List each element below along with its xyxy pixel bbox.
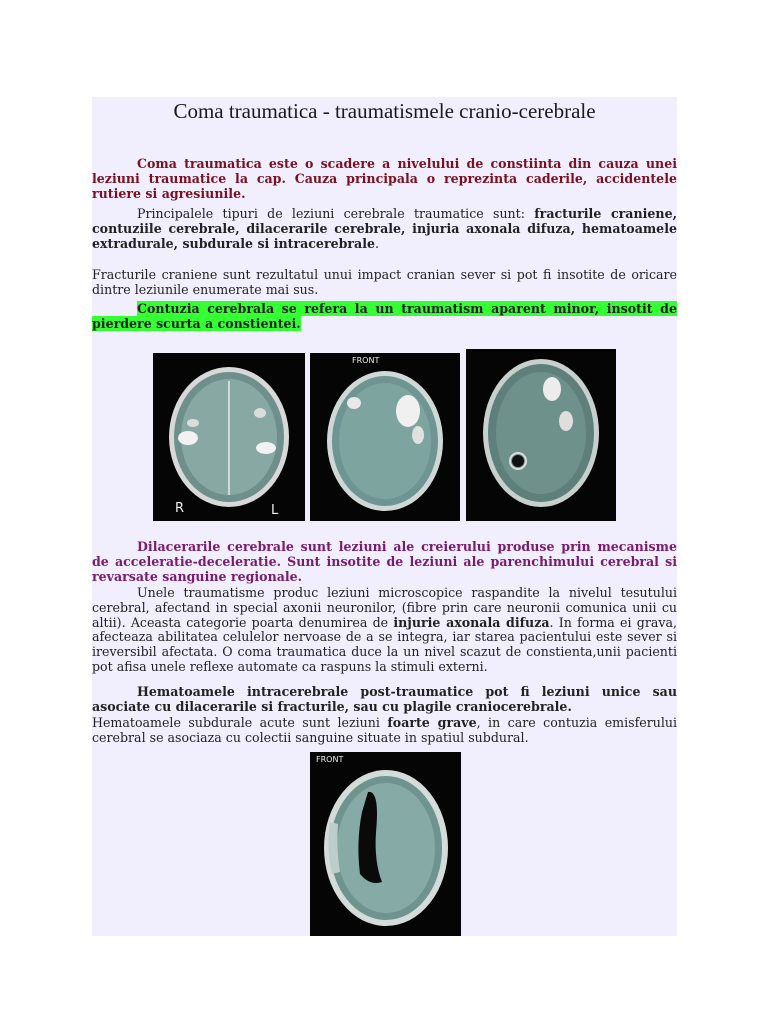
ct-scan-image-3 bbox=[466, 349, 616, 521]
paragraph-types bbox=[92, 207, 677, 251]
ct-scan-image-1 bbox=[153, 353, 305, 521]
ct-scan-2-front-label: FRONT bbox=[352, 356, 380, 365]
ct-scan-image-2 bbox=[310, 353, 460, 521]
types-tail: . bbox=[374, 235, 379, 251]
paragraph-axonal-injury bbox=[92, 586, 677, 675]
types-list: fracturile craniene, contuziile cerebrale, dilacerarile cerebrale, injuria axonala difuza, hematoamele extradurale, subdurale si intracerebrale bbox=[92, 206, 677, 251]
ct-scan-2-graphic bbox=[310, 353, 460, 521]
ct-scan-3-graphic bbox=[466, 349, 616, 521]
paragraph-lacerations: Dilacerarile cerebrale sunt leziuni ale creierului produse prin mecanisme de acceleratie-deceleratie. Sunt insotite de leziuni ale parenchimului cerebral si revarsate sanguine regionale. bbox=[92, 539, 677, 584]
subdural-tail: , in care contuzia emisferului cerebral se asociaza cu colectii sanguine situate in spatiul subdural. bbox=[92, 715, 678, 745]
ct-scan-4-graphic bbox=[310, 752, 461, 936]
axonal-lead: Unele traumatisme produc leziuni microscopice raspandite la nivelul tesutului cerebral, afectand in special axonii neuronilor, (fibre prin care neuronii comunica unii cu altii). Aceasta categorie poarta denumirea de bbox=[92, 585, 677, 630]
paragraph-intracerebral: Hematoamele intracerebrale post-traumatice pot fi leziuni unice sau asociate cu dilacerarile si fracturile, sau cu plagile craniocerebrale. bbox=[92, 684, 677, 714]
ct-scan-1-mark-right: R bbox=[175, 501, 185, 516]
subdural-term: foarte grave bbox=[387, 715, 477, 730]
page-title: Coma traumatica - traumatismele cranio-cerebrale bbox=[173, 99, 596, 123]
ct-scan-image-4 bbox=[310, 752, 461, 936]
ct-scan-1-graphic bbox=[153, 353, 305, 521]
types-lead: Principalele tipuri de leziuni cerebrale traumatice sunt: bbox=[137, 206, 535, 221]
paragraph-definition: Coma traumatica este o scadere a nivelului de constiinta din cauza unei leziuni traumatice la cap. Cauza principala o reprezinta caderile, accidentele rutiere si agresiunile. bbox=[92, 156, 677, 201]
contusion-highlight: Contuzia cerebrala se refera la un traumatism aparent minor, insotit de pierdere scurta a constientei. bbox=[92, 301, 677, 331]
paragraph-subdural bbox=[92, 716, 677, 746]
ct-scan-1-mark-left: L bbox=[271, 503, 279, 518]
subdural-lead: Hematoamele subdurale acute sunt leziuni bbox=[92, 715, 388, 730]
paragraph-fractures: Fracturile craniene sunt rezultatul unui impact cranian sever si pot fi insotite de oricare dintre leziunile enumerate mai sus. bbox=[92, 267, 677, 297]
axonal-term: injurie axonala difuza bbox=[393, 614, 550, 630]
paragraph-contusion bbox=[92, 302, 677, 332]
document-page bbox=[92, 97, 677, 936]
axonal-tail: . In forma ei grava, afecteaza abilitatea celulelor nervoase de a se integra, iar starea pacientului este sever si ireversibil afectata. O coma traumatica duce la un nivel scazut de constienta,unii pacienti pot afisa unele reflexe automate ca raspuns la stimuli externi. bbox=[92, 614, 677, 674]
ct-scan-4-front-label: FRONT bbox=[316, 755, 344, 764]
